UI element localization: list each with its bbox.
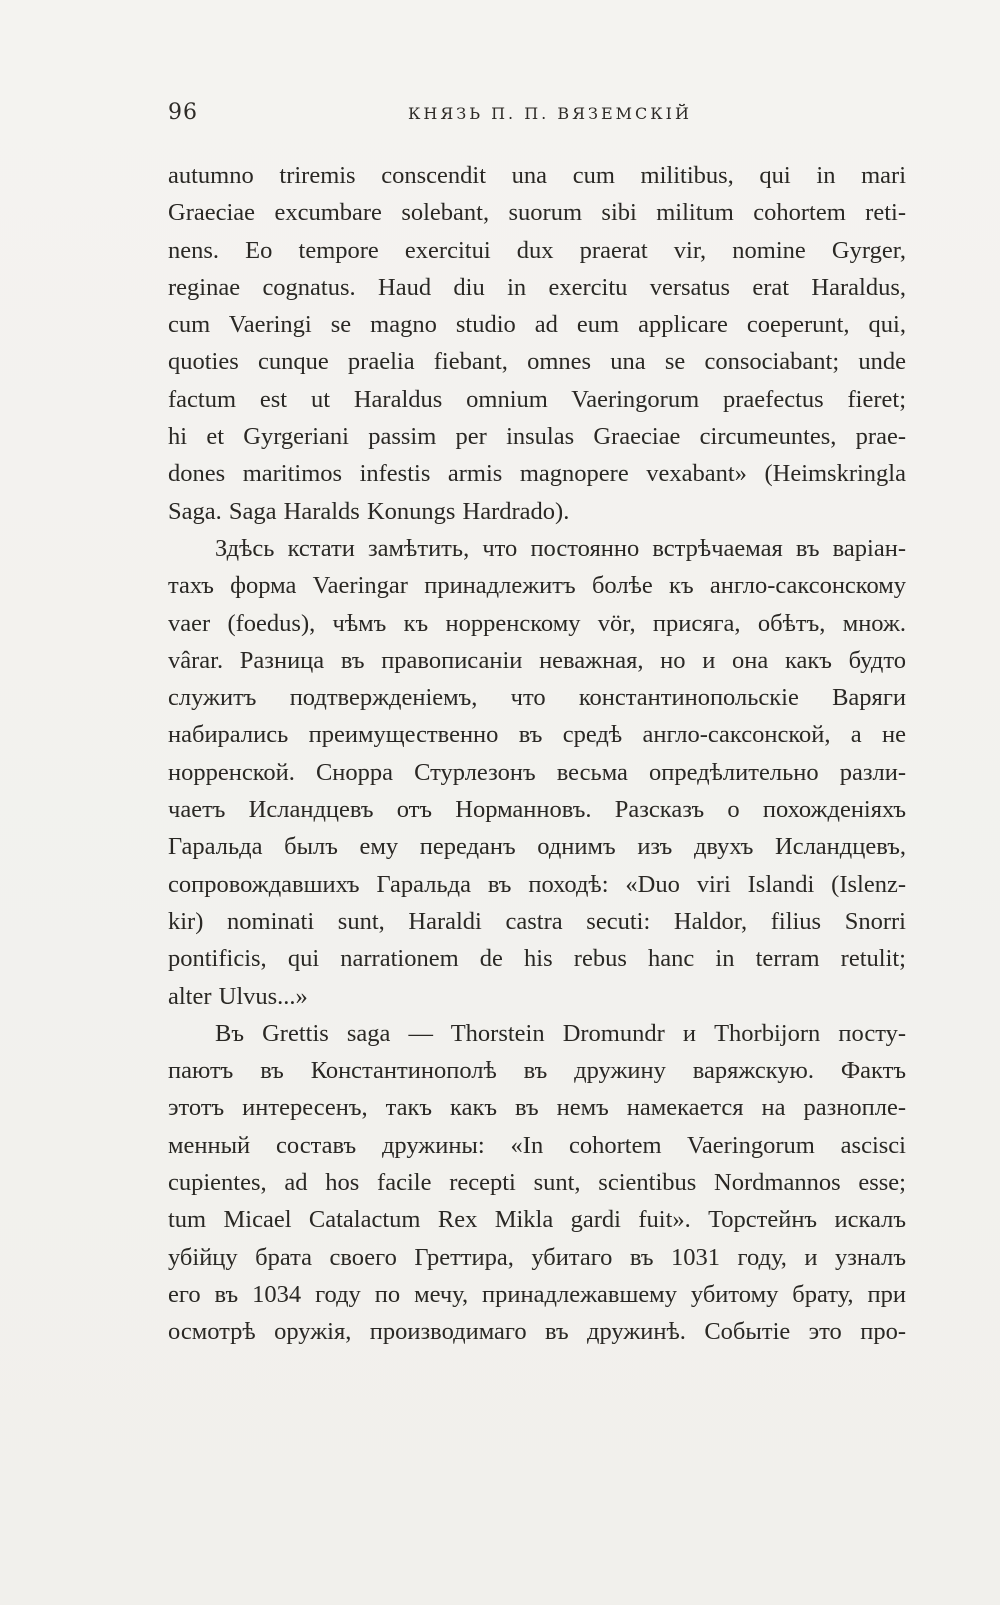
text-line: factum est ut Haraldus omnium Vaeringorum praefectus fieret; — [168, 385, 906, 413]
text-line: kir) nominati sunt, Haraldi castra secuti: Haldor, filius Snorri — [168, 907, 906, 935]
text-line: Въ Grettis saga — Thorstein Dromundr и Thorbijorn посту- — [215, 1019, 906, 1047]
text-line: сопровождавшихъ Гаральда въ походѣ: «Duo viri Islandi (Islenz- — [168, 870, 906, 898]
text-line: tum Micael Catalactum Rex Mikla gardi fuit». Торстейнъ искалъ — [168, 1206, 906, 1234]
text-line: его въ 1034 году по мечу, принадлежавшему убитому брату, при — [168, 1280, 906, 1308]
text-line: убійцу брата своего Греттира, убитаго въ 1031 году, и узналъ — [168, 1243, 906, 1271]
text-line: Graeciae excumbare solebant, suorum sibi militum cohortem reti- — [168, 199, 906, 227]
running-title: КНЯЗЬ П. П. ВЯЗЕМСКІЙ — [408, 104, 692, 123]
text-line: чаетъ Исландцевъ отъ Норманновъ. Разсказъ о похожденіяхъ — [168, 796, 906, 824]
text-line: reginae cognatus. Haud diu in exercitu versatus erat Haraldus, — [168, 273, 906, 301]
text-line: cum Vaeringi se magno studio ad eum applicare coeperunt, qui, — [168, 311, 906, 339]
body-text — [168, 157, 906, 1351]
text-line: Гаральда былъ ему переданъ однимъ изъ двухъ Исландцевъ, — [168, 833, 906, 861]
text-line: норренской. Снорра Стурлезонъ весьма опредѣлительно разли- — [168, 758, 906, 786]
text-line: pontificis, qui narrationem de his rebus hanc in terram retulit; — [168, 945, 906, 973]
text-line: alter Ulvus...» — [168, 982, 308, 1010]
text-line: Saga. Saga Haralds Konungs Hardrado). — [168, 497, 570, 525]
text-line: этотъ интересенъ, такъ какъ въ немъ намекается на разноплe- — [168, 1094, 906, 1122]
text-line: quoties cunque praelia fiebant, omnes una se consociabant; unde — [168, 348, 906, 376]
text-line: dones maritimos infestis armis magnopere vexabant» (Heimskringla — [168, 460, 906, 488]
text-line: менный составъ дружины: «In cohortem Vaeringorum ascisci — [168, 1131, 906, 1159]
text-line: служитъ подтвержденіемъ, что константинопольскіе Варяги — [168, 684, 906, 712]
text-line: тахъ форма Vaeringar принадлежитъ болѣе къ англо-саксонскому — [168, 572, 906, 600]
text-line: autumno triremis conscendit una cum militibus, qui in mari — [168, 162, 906, 189]
text-line: cupientes, ad hos facile recepti sunt, scientibus Nordmannos esse; — [168, 1169, 906, 1197]
text-line: hi et Gyrgeriani passim per insulas Graeciae circumeuntes, prae- — [168, 423, 906, 451]
page-header — [168, 100, 906, 130]
text-line: nens. Eo tempore exercitui dux praerat vir, nomine Gyrger, — [168, 236, 906, 264]
text-line: паютъ въ Константинополѣ въ дружину варяжскую. Фактъ — [168, 1057, 906, 1085]
text-line: vârar. Разница въ правописаніи неважная, но и она какъ будто — [168, 646, 906, 674]
text-line: Здѣсь кстати замѣтить, что постоянно встрѣчаемая въ варіан- — [215, 534, 906, 562]
text-line: набирались преимущественно въ средѣ англо-саксонской, а не — [168, 721, 906, 749]
page-number: 96 — [168, 100, 198, 125]
text-line: vaer (foedus), чѣмъ къ норренскому vör, присяга, обѣтъ, множ. — [168, 609, 906, 637]
text-line: осмотрѣ оружія, производимаго въ дружинѣ. Событіе это про- — [168, 1318, 906, 1346]
